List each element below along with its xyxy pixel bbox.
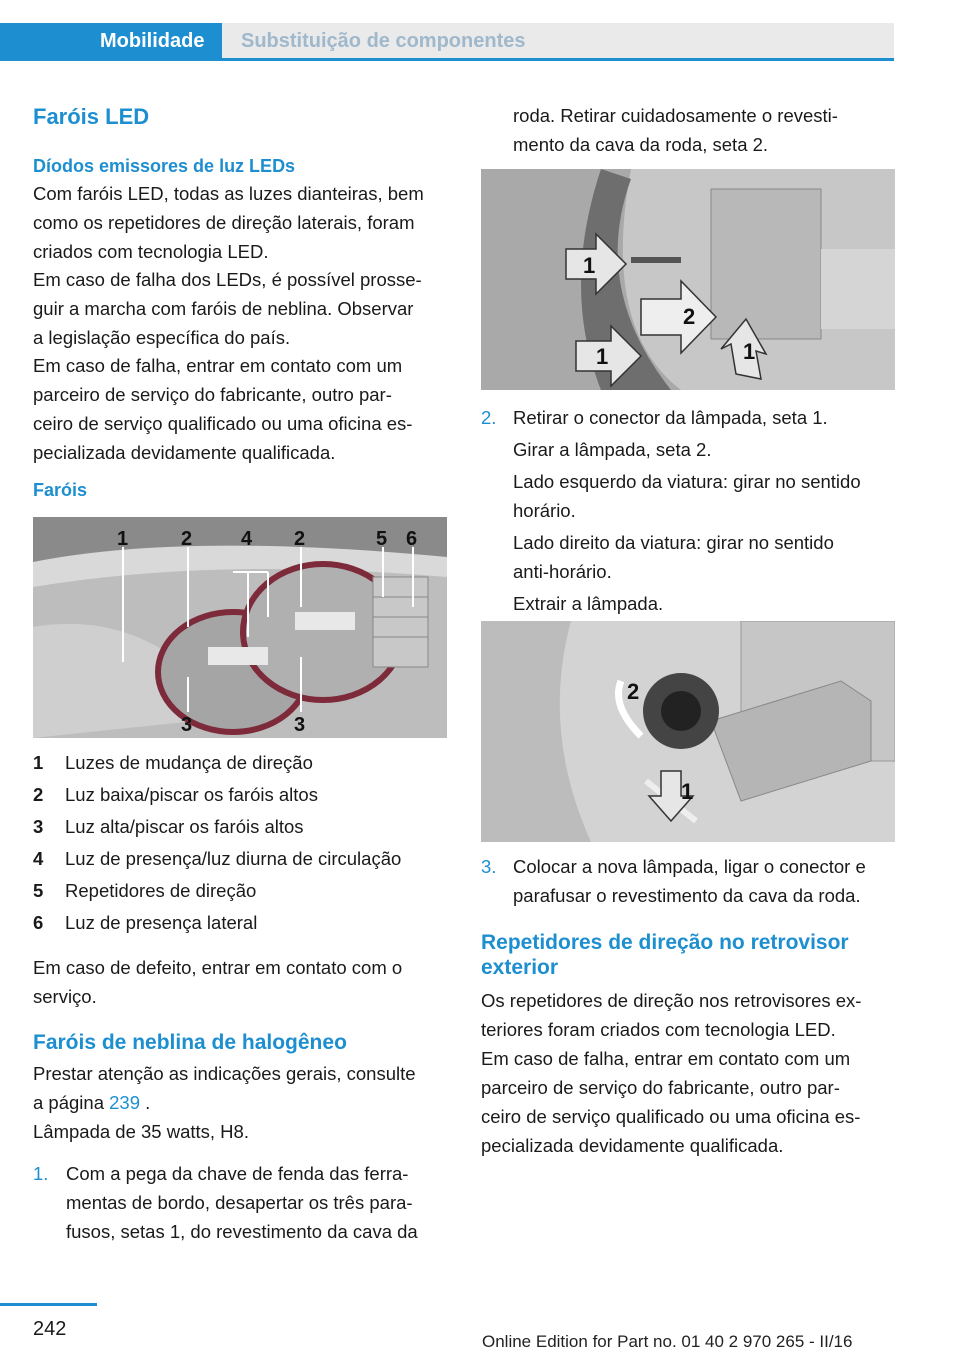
text-line: Colocar a nova lâmpada, ligar o conector e	[513, 856, 866, 877]
figure-label: 3	[294, 714, 306, 736]
text-line: Prestar atenção as indicações gerais, consulte	[33, 1063, 416, 1084]
legend-item	[33, 812, 304, 841]
text-line: ceiro de serviço qualificado ou uma oficina es‐	[481, 1106, 861, 1127]
legend-text: Luzes de mudança de direção	[65, 752, 313, 773]
paragraph-mirror	[481, 986, 906, 1160]
header-section-label[interactable]: Mobilidade	[100, 30, 205, 52]
heading-line: exterior	[481, 956, 559, 979]
footer-rule	[0, 1303, 97, 1306]
legend-text: Luz de presença/luz diurna de circulação	[65, 848, 402, 869]
text-line: mento da cava da roda, seta 2.	[513, 134, 769, 155]
page-number: 242	[33, 1318, 67, 1340]
figure-label: 2	[683, 304, 696, 329]
text-line: Lado direito da viatura: girar no sentido	[513, 532, 834, 553]
text-line: como os repetidores de direção laterais, foram	[33, 212, 415, 233]
wheel-arch-figure	[481, 169, 895, 390]
text-line: Com faróis LED, todas as luzes dianteiras, bem	[33, 183, 424, 204]
wheel-arch-illustration	[481, 169, 895, 390]
text-line: horário.	[513, 500, 576, 521]
step-number: 1.	[33, 1163, 49, 1184]
heading-headlights: Faróis	[33, 480, 88, 500]
text-line: fusos, setas 1, do revestimento da cava da	[66, 1221, 418, 1242]
paragraph-fog-note	[33, 1059, 453, 1117]
text-line: mentas de bordo, desapertar os três para‐	[66, 1192, 413, 1213]
legend-number: 3	[33, 816, 44, 837]
step-2	[481, 403, 906, 618]
headlight-illustration	[33, 517, 447, 738]
text-line: criados com tecnologia LED.	[33, 241, 269, 262]
figure-label: 5	[376, 528, 388, 550]
figure-label: 2	[181, 528, 193, 550]
figure-label: 1	[743, 339, 756, 364]
text-line: pecializada devidamente qualificada.	[33, 442, 336, 463]
headlight-figure	[33, 517, 447, 738]
figure-label: 2	[294, 528, 306, 550]
figure-label: 1	[117, 528, 129, 550]
text-fragment: .	[140, 1092, 151, 1113]
text-line: Os repetidores de direção nos retrovisores ex‐	[481, 990, 862, 1011]
text-line: parafusar o revestimento da cava da roda.	[513, 885, 861, 906]
heading-fog-lights: Faróis de neblina de halogêneo	[33, 1031, 347, 1054]
legend-number: 4	[33, 848, 44, 869]
legend-text: Luz alta/piscar os faróis altos	[65, 816, 304, 837]
legend-number: 1	[33, 752, 44, 773]
figure-label: 1	[583, 253, 596, 278]
text-line	[33, 1088, 453, 1117]
figure-label: 1	[681, 779, 694, 804]
figure-label: 3	[181, 714, 193, 736]
text-line: a legislação específica do país.	[33, 327, 291, 348]
legend-number: 2	[33, 784, 44, 805]
text-line: guir a marcha com faróis de neblina. Observar	[33, 298, 414, 319]
legend-item	[33, 844, 401, 873]
legend-text: Luz de presença lateral	[65, 912, 258, 933]
heading-line: Repetidores de direção no retrovisor	[481, 931, 849, 954]
step-number: 3.	[481, 856, 497, 877]
text-line: Em caso de falha, entrar em contato com um	[33, 355, 403, 376]
text-fragment: a página	[33, 1092, 110, 1113]
legend-number: 6	[33, 912, 44, 933]
heading-mirror-indicators	[481, 930, 901, 980]
text-line: ceiro de serviço qualificado ou uma oficina es‐	[33, 413, 413, 434]
step-3	[481, 852, 906, 910]
legend-number: 5	[33, 880, 44, 901]
paragraph-led-intro	[33, 179, 453, 266]
figure-label: 6	[406, 528, 418, 550]
step-number: 2.	[481, 407, 497, 428]
text-line: teriores foram criados com tecnologia LED.	[481, 1019, 836, 1040]
legend-item	[33, 876, 256, 905]
text-line: pecializada devidamente qualificada.	[481, 1135, 784, 1156]
figure-label: 4	[241, 528, 253, 550]
text-line: Girar a lâmpada, seta 2.	[513, 439, 712, 460]
bulb-socket-illustration	[481, 621, 895, 842]
text-line: Extrair a lâmpada.	[513, 593, 664, 614]
text-line: Lado esquerdo da viatura: girar no sentido	[513, 471, 861, 492]
bulb-socket-figure	[481, 621, 895, 842]
text-line: Retirar o conector da lâmpada, seta 1.	[513, 407, 828, 428]
text-line: Com a pega da chave de fenda das ferra‐	[66, 1163, 409, 1184]
figure-label: 1	[596, 344, 609, 369]
text-line: anti-horário.	[513, 561, 612, 582]
header-underline	[222, 58, 894, 61]
paragraph-defect	[33, 953, 453, 1011]
text-line: Em caso de falha dos LEDs, é possível prosse‐	[33, 269, 422, 290]
text-line: serviço.	[33, 986, 97, 1007]
bulb-spec: Lâmpada de 35 watts, H8.	[33, 1121, 249, 1142]
header-subsection-label[interactable]: Substituição de componentes	[241, 30, 526, 52]
heading-led-diodes: Díodos emissores de luz LEDs	[33, 156, 296, 176]
text-line: parceiro de serviço do fabricante, outro par‐	[33, 384, 392, 405]
text-line: roda. Retirar cuidadosamente o revesti‐	[513, 105, 838, 126]
step-1	[33, 1159, 458, 1246]
paragraph-led-service	[33, 351, 453, 467]
figure-label: 2	[627, 679, 640, 704]
text-line: Em caso de defeito, entrar em contato com o	[33, 957, 403, 978]
page-reference-link[interactable]: 239	[109, 1092, 140, 1113]
legend-text: Repetidores de direção	[65, 880, 257, 901]
edition-note: Online Edition for Part no. 01 40 2 970 265 - II/16	[482, 1332, 853, 1351]
legend-item	[33, 748, 313, 777]
legend-item	[33, 780, 318, 809]
paragraph-led-failure	[33, 265, 453, 352]
text-line: Em caso de falha, entrar em contato com um	[481, 1048, 851, 1069]
heading-led-headlights: Faróis LED	[33, 104, 150, 129]
step-1-continued	[513, 101, 903, 159]
legend-item	[33, 908, 257, 937]
legend-text: Luz baixa/piscar os faróis altos	[65, 784, 318, 805]
text-line: parceiro de serviço do fabricante, outro par‐	[481, 1077, 840, 1098]
